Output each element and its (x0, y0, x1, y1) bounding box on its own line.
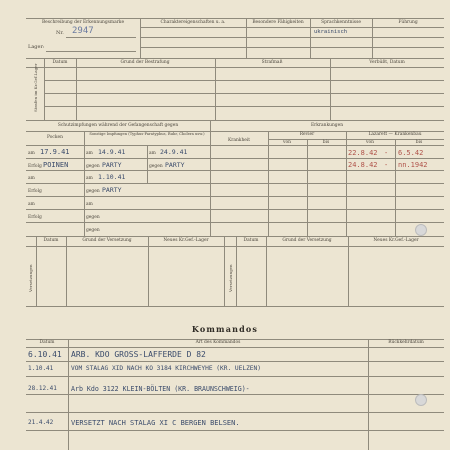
impf-label: Erfolg (28, 189, 42, 194)
vers-col-datum: Datum (243, 238, 259, 243)
faehigkeiten-label: Besondere Fähigkeiten (252, 20, 304, 25)
rule (147, 145, 148, 183)
strafen-col-verbuesst: Verbüßt, Datum (369, 60, 405, 65)
rule (26, 430, 444, 431)
rule (140, 47, 444, 48)
lazarett-gap: - (384, 149, 389, 157)
impf-label: am (86, 176, 93, 181)
kommando-text: VOM STALAG XID NACH KO 3184 KIRCHWEYHE (KR. UELZEN) (71, 365, 261, 372)
strafen-col-datum: Datum (52, 60, 68, 65)
punch-hole (415, 224, 427, 236)
rule (266, 236, 267, 306)
nr-label: Nr. (56, 30, 64, 36)
kommandos-col-datum: Datum (39, 340, 55, 345)
revier-bis-label: bis (322, 140, 330, 145)
rule (26, 120, 444, 121)
impf-label: am (149, 151, 156, 156)
rule (26, 306, 444, 307)
fuehrung-label: Führung (398, 20, 418, 25)
sonstige-label: Sonstige Impfungen (Typhus-Paratyphus, Ruhr, Cholera usw.) (89, 132, 205, 136)
rule (26, 236, 444, 237)
kommando-date: 6.10.41 (28, 350, 62, 359)
impf-label: gegen (86, 189, 100, 194)
lager-label: Lager: (28, 44, 45, 50)
impf-value: 14.9.41 (98, 148, 126, 156)
punch-hole (415, 394, 427, 406)
impf-label: gegen (86, 164, 100, 169)
rule (26, 347, 444, 348)
rule (246, 18, 247, 58)
sprach-value: ukrainisch (314, 29, 348, 35)
rule (76, 58, 77, 120)
rule (26, 376, 444, 377)
impf-value: PARTY (165, 161, 185, 169)
rule (210, 120, 211, 236)
rule (236, 236, 237, 306)
pocken-label: Pocken (47, 135, 63, 140)
rule (215, 58, 216, 120)
rule (36, 236, 37, 306)
vers-col-lager: Neues Kr.Gef.-Lager (163, 238, 209, 243)
rule (46, 51, 136, 52)
kommando-date: 28.12.41 (28, 385, 57, 392)
revier-von-label: von (283, 140, 291, 145)
impf-label: am (28, 202, 35, 207)
beschreibung-label: Beschreibung der Erkennungsmarke (41, 20, 125, 25)
impf-value: POINEN (43, 161, 69, 169)
lazarett-bis-value: nn.1942 (398, 161, 428, 169)
rule (26, 67, 444, 68)
rule (330, 58, 331, 120)
lazarett-label: Lazarett — Krankenbau (368, 132, 422, 137)
kommando-date: 1.10.41 (28, 365, 54, 372)
lazarett-von-value: 22.8.42 (348, 149, 378, 157)
kommando-text: Arb Kdo 3122 KLEIN-BÖLTEN (KR. BRAUNSCHWEIG)- (71, 385, 250, 393)
rule (140, 37, 444, 38)
impf-value: PARTY (102, 161, 122, 169)
lazarett-bis-label: bis (415, 140, 423, 145)
impf-value: PARTY (102, 186, 122, 194)
rule (210, 183, 444, 184)
rule (210, 158, 444, 159)
impf-label: gegen (149, 164, 163, 169)
rule (148, 236, 149, 306)
strafen-col-grund: Grund der Bestrafung (120, 60, 170, 65)
lazarett-bis-value: 6.5.42 (398, 149, 424, 157)
impf-value: 1.10.41 (98, 173, 126, 181)
rule (26, 246, 444, 247)
rule (348, 236, 349, 306)
impf-label: gegen (86, 215, 100, 220)
rule (26, 145, 210, 146)
impf-label: gegen (86, 228, 100, 233)
nr-value: 2947 (72, 26, 94, 36)
lazarett-von-label: von (366, 140, 374, 145)
vers-col-datum: Datum (43, 238, 59, 243)
rule (26, 170, 210, 171)
strafen-col-strafmass: Strafmaß (261, 60, 283, 65)
impf-title: Schutzimpfungen während der Gefangenschaft gegen (57, 123, 179, 128)
rule (140, 27, 444, 28)
kommandos-col-art: Art des Kommandos (195, 340, 241, 345)
rule (26, 58, 444, 59)
strafen-side-label: Strafen im Kr.Gef.Lager (33, 63, 38, 112)
rule (44, 106, 444, 107)
sprach-label: Sprachkenntnisse (321, 20, 361, 25)
impf-label: am (28, 151, 35, 156)
lazarett-gap: - (384, 161, 389, 169)
rule (26, 158, 210, 159)
rule (210, 209, 444, 210)
impf-label: Erfolg (28, 215, 42, 220)
rule (26, 209, 210, 210)
versetzungen-side-label: Versetzungen (28, 264, 33, 292)
impf-label: Erfolg (28, 164, 42, 169)
rule (26, 18, 444, 19)
krankheit-label: Krankheit (227, 138, 251, 143)
vers-col-lager: Neues Kr.Gef.-Lager (373, 238, 419, 243)
impf-label: am (28, 176, 35, 181)
erkrankungen-title: Erkrankungen (310, 123, 344, 128)
rule (44, 93, 444, 94)
rule (372, 18, 373, 58)
versetzungen-side-label: Versetzungen (228, 264, 233, 292)
kommandos-title: Kommandos (191, 324, 259, 334)
rule (66, 37, 136, 38)
rule (26, 183, 210, 184)
kommando-date: 21.4.42 (28, 419, 54, 426)
rule (210, 170, 444, 171)
rule (66, 236, 67, 306)
vers-col-grund: Grund der Versetzung (282, 238, 332, 243)
impf-label: am (86, 151, 93, 156)
rule (26, 361, 444, 362)
rule (210, 222, 444, 223)
rule (26, 394, 444, 395)
charakter-label: Charaktereigenschaften u. a. (160, 20, 226, 25)
rule (310, 18, 311, 58)
impf-value: 24.9.41 (160, 148, 188, 156)
rule (210, 196, 444, 197)
rule (44, 58, 45, 120)
kommando-text: ARB. KDO GROSS-LAFFERDE D 82 (71, 350, 206, 359)
rule (26, 196, 210, 197)
rule (140, 18, 141, 58)
rule (44, 80, 444, 81)
rule (26, 222, 210, 223)
lazarett-von-value: 24.8.42 (348, 161, 378, 169)
impf-value: 17.9.41 (40, 148, 70, 156)
rule (26, 412, 444, 413)
rule (224, 236, 225, 306)
revier-label: Revier (299, 132, 315, 137)
kommandos-col-rueck: Rückkehrdatum (388, 340, 424, 345)
kommando-text: VERSETZT NACH STALAG XI C BERGEN BELSEN. (71, 419, 240, 427)
impf-label: am (86, 202, 93, 207)
vers-col-grund: Grund der Versetzung (82, 238, 132, 243)
